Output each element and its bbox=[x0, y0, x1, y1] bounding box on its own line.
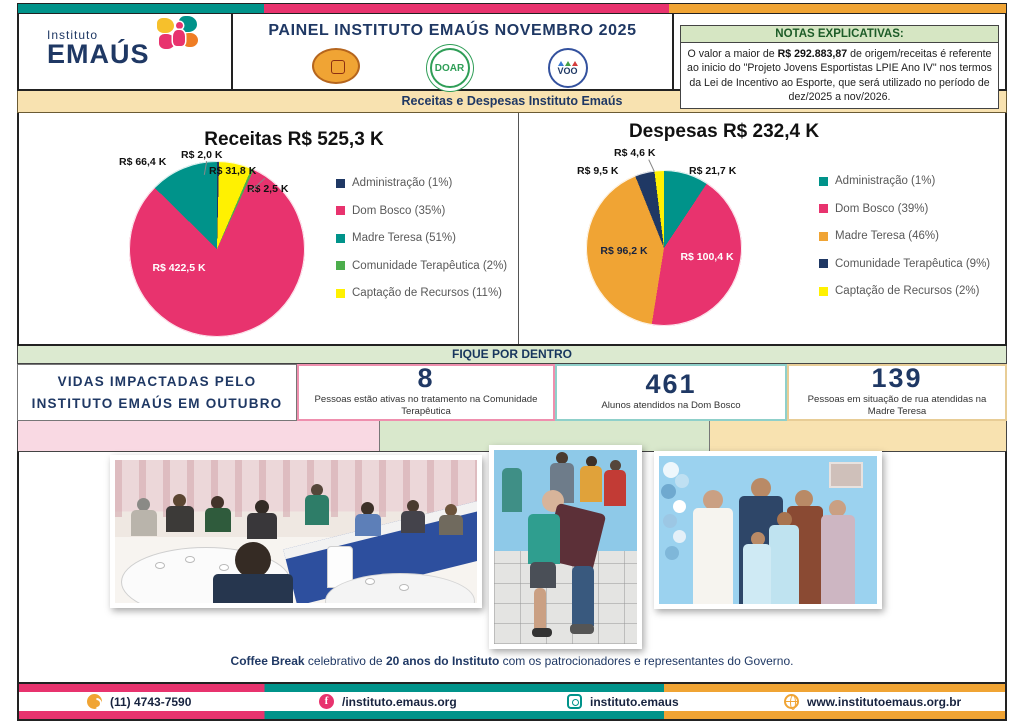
selo-doar-icon: DOAR bbox=[430, 48, 476, 86]
legend-swatch bbox=[819, 259, 828, 268]
selo-voo-icon: VOO bbox=[548, 48, 594, 86]
footer-contacts bbox=[19, 692, 1005, 711]
stat-value: 8 bbox=[417, 363, 435, 394]
chart-receitas-title: Receitas R$ 525,3 K bbox=[204, 129, 384, 150]
slice-label: R$ 2,5 K bbox=[247, 183, 289, 195]
stat-label: Pessoas estão ativas no tratamento na Comunidade Terapêutica bbox=[314, 394, 538, 417]
notes-title: NOTAS EXPLICATIVAS: bbox=[680, 25, 999, 43]
facebook-handle: /instituto.emaus.org bbox=[342, 694, 457, 709]
phone-icon bbox=[87, 694, 102, 709]
stat-label: Pessoas em situação de rua atendidas na Madre Teresa bbox=[807, 394, 987, 417]
impact-heading-line2: INSTITUTO EMAÚS EM OUTUBRO bbox=[31, 395, 283, 411]
stat-label: Alunos atendidos na Dom Bosco bbox=[601, 400, 741, 411]
chart-despesas bbox=[518, 113, 1005, 344]
legend-label: Madre Teresa (46%) bbox=[835, 230, 939, 242]
legend-item bbox=[819, 258, 990, 270]
caption-text-3: com os patrocionadores e representantes do Governo. bbox=[499, 654, 794, 668]
leader-line bbox=[648, 159, 654, 171]
website-url: www.institutoemaus.org.br bbox=[807, 694, 962, 709]
caption-bold-2: 20 anos do Instituto bbox=[385, 654, 500, 668]
charts-section bbox=[17, 113, 1007, 346]
decorative-top-strip bbox=[17, 3, 1007, 14]
legend-label: Captação de Recursos (2%) bbox=[835, 285, 980, 297]
caption-text-2: celebrativo de bbox=[304, 654, 386, 668]
notes-text: O valor a maior de bbox=[687, 48, 778, 60]
pink-band bbox=[18, 421, 380, 451]
legend-item bbox=[819, 175, 990, 187]
facebook-link[interactable] bbox=[319, 692, 457, 711]
caption-bold-1: Coffee Break bbox=[230, 654, 305, 668]
legend-label: Madre Teresa (51%) bbox=[352, 232, 456, 244]
slice-label: R$ 21,7 K bbox=[689, 165, 737, 177]
legend-swatch bbox=[819, 232, 828, 241]
impact-heading-line1: VIDAS IMPACTADAS PELO bbox=[57, 373, 257, 389]
certification-seals bbox=[233, 48, 672, 86]
legend-label: Dom Bosco (35%) bbox=[352, 204, 446, 217]
legend-label: Comunidade Terapêutica (2%) bbox=[352, 259, 508, 272]
legend-item bbox=[336, 205, 507, 217]
section-band-fique-por-dentro: FIQUE POR DENTRO bbox=[17, 346, 1007, 364]
legend-label: Captação de Recursos (11%) bbox=[352, 287, 502, 299]
stat-value: 139 bbox=[871, 363, 923, 394]
instagram-link[interactable] bbox=[567, 692, 679, 711]
facebook-icon: f bbox=[319, 694, 334, 709]
legend-item bbox=[819, 203, 990, 215]
instagram-icon bbox=[567, 694, 582, 709]
phone-contact[interactable] bbox=[87, 692, 191, 711]
legend-swatch bbox=[336, 206, 345, 215]
footer bbox=[17, 684, 1007, 721]
notes-body bbox=[680, 43, 999, 109]
slice-label: R$ 100,4 K bbox=[680, 251, 734, 263]
website-link[interactable] bbox=[784, 692, 961, 711]
logo-subtitle: Instituto bbox=[47, 28, 99, 42]
impact-stats bbox=[17, 364, 1007, 421]
logo bbox=[19, 14, 231, 89]
selo-laranja-icon bbox=[312, 48, 358, 86]
photo-hug bbox=[489, 445, 642, 649]
legend-item bbox=[336, 232, 507, 244]
phone-number: (11) 4743-7590 bbox=[110, 694, 192, 709]
footer-bottom-bar bbox=[19, 711, 1005, 719]
legend-item bbox=[336, 287, 507, 299]
slice-label: R$ 31,8 K bbox=[209, 165, 257, 177]
instagram-handle: instituto.emaus bbox=[590, 694, 679, 709]
slice-label: R$ 66,4 K bbox=[119, 156, 167, 168]
legend-swatch bbox=[336, 179, 345, 188]
legend-swatch bbox=[819, 287, 828, 296]
stat-card-comunidade bbox=[297, 364, 555, 421]
chart-receitas bbox=[19, 113, 518, 344]
slice-label: R$ 422,5 K bbox=[152, 262, 206, 274]
dashboard bbox=[17, 3, 1007, 720]
stat-value: 461 bbox=[645, 369, 697, 399]
slice-label: R$ 4,6 K bbox=[614, 147, 656, 159]
slice-label: R$ 96,2 K bbox=[600, 245, 648, 257]
footer-top-bar bbox=[19, 684, 1005, 692]
legend-label: Administração (1%) bbox=[835, 175, 936, 187]
wall-picture bbox=[829, 462, 863, 488]
receitas-legend bbox=[336, 177, 507, 299]
legend-item bbox=[336, 260, 507, 272]
logo-title: EMAÚS bbox=[47, 39, 150, 69]
photos-caption bbox=[19, 654, 1005, 668]
tiled-floor bbox=[494, 551, 637, 644]
notes-section bbox=[674, 14, 1005, 103]
legend-swatch bbox=[336, 261, 345, 270]
notes-amount: R$ 292.883,87 bbox=[777, 48, 848, 60]
legend-label: Administração (1%) bbox=[352, 177, 453, 189]
slice-label: R$ 9,5 K bbox=[577, 165, 619, 177]
chart-despesas-title: Despesas R$ 232,4 K bbox=[628, 121, 820, 142]
photo-coffee-break-room bbox=[110, 455, 482, 608]
legend-label: Comunidade Terapêutica (9%) bbox=[835, 257, 991, 270]
globe-icon bbox=[784, 694, 799, 709]
impact-heading bbox=[17, 364, 297, 421]
emaus-logo-icon bbox=[155, 16, 203, 58]
slice-label: R$ 2,0 K bbox=[181, 149, 223, 161]
legend-label: Dom Bosco (39%) bbox=[835, 202, 929, 215]
stat-card-dom-bosco bbox=[555, 364, 787, 421]
legend-item bbox=[819, 285, 990, 297]
legend-item bbox=[336, 177, 507, 189]
notes-text-cont: de origem/receitas é referente ao inicio do "Projeto Jovens Esportistas LPIE Ano IV" nos termos da Lei de Incentivo ao Esporte, que será utilizado no período de dez/2025 a nov/2026. bbox=[687, 48, 992, 103]
stat-card-madre-teresa bbox=[787, 364, 1007, 421]
section-band-receitas-despesas: Receitas e Despesas Instituto Emaús bbox=[17, 91, 1007, 113]
title-section bbox=[231, 14, 674, 89]
tan-band-segment bbox=[710, 421, 1006, 451]
despesas-legend bbox=[819, 175, 990, 297]
photo-group bbox=[654, 451, 882, 609]
legend-swatch bbox=[819, 177, 828, 186]
legend-item bbox=[819, 230, 990, 242]
legend-swatch bbox=[819, 204, 828, 213]
legend-swatch bbox=[336, 289, 345, 298]
legend-swatch bbox=[336, 234, 345, 243]
photos-section bbox=[17, 451, 1007, 684]
page-title: PAINEL INSTITUTO EMAÚS NOVEMBRO 2025 bbox=[268, 22, 637, 39]
